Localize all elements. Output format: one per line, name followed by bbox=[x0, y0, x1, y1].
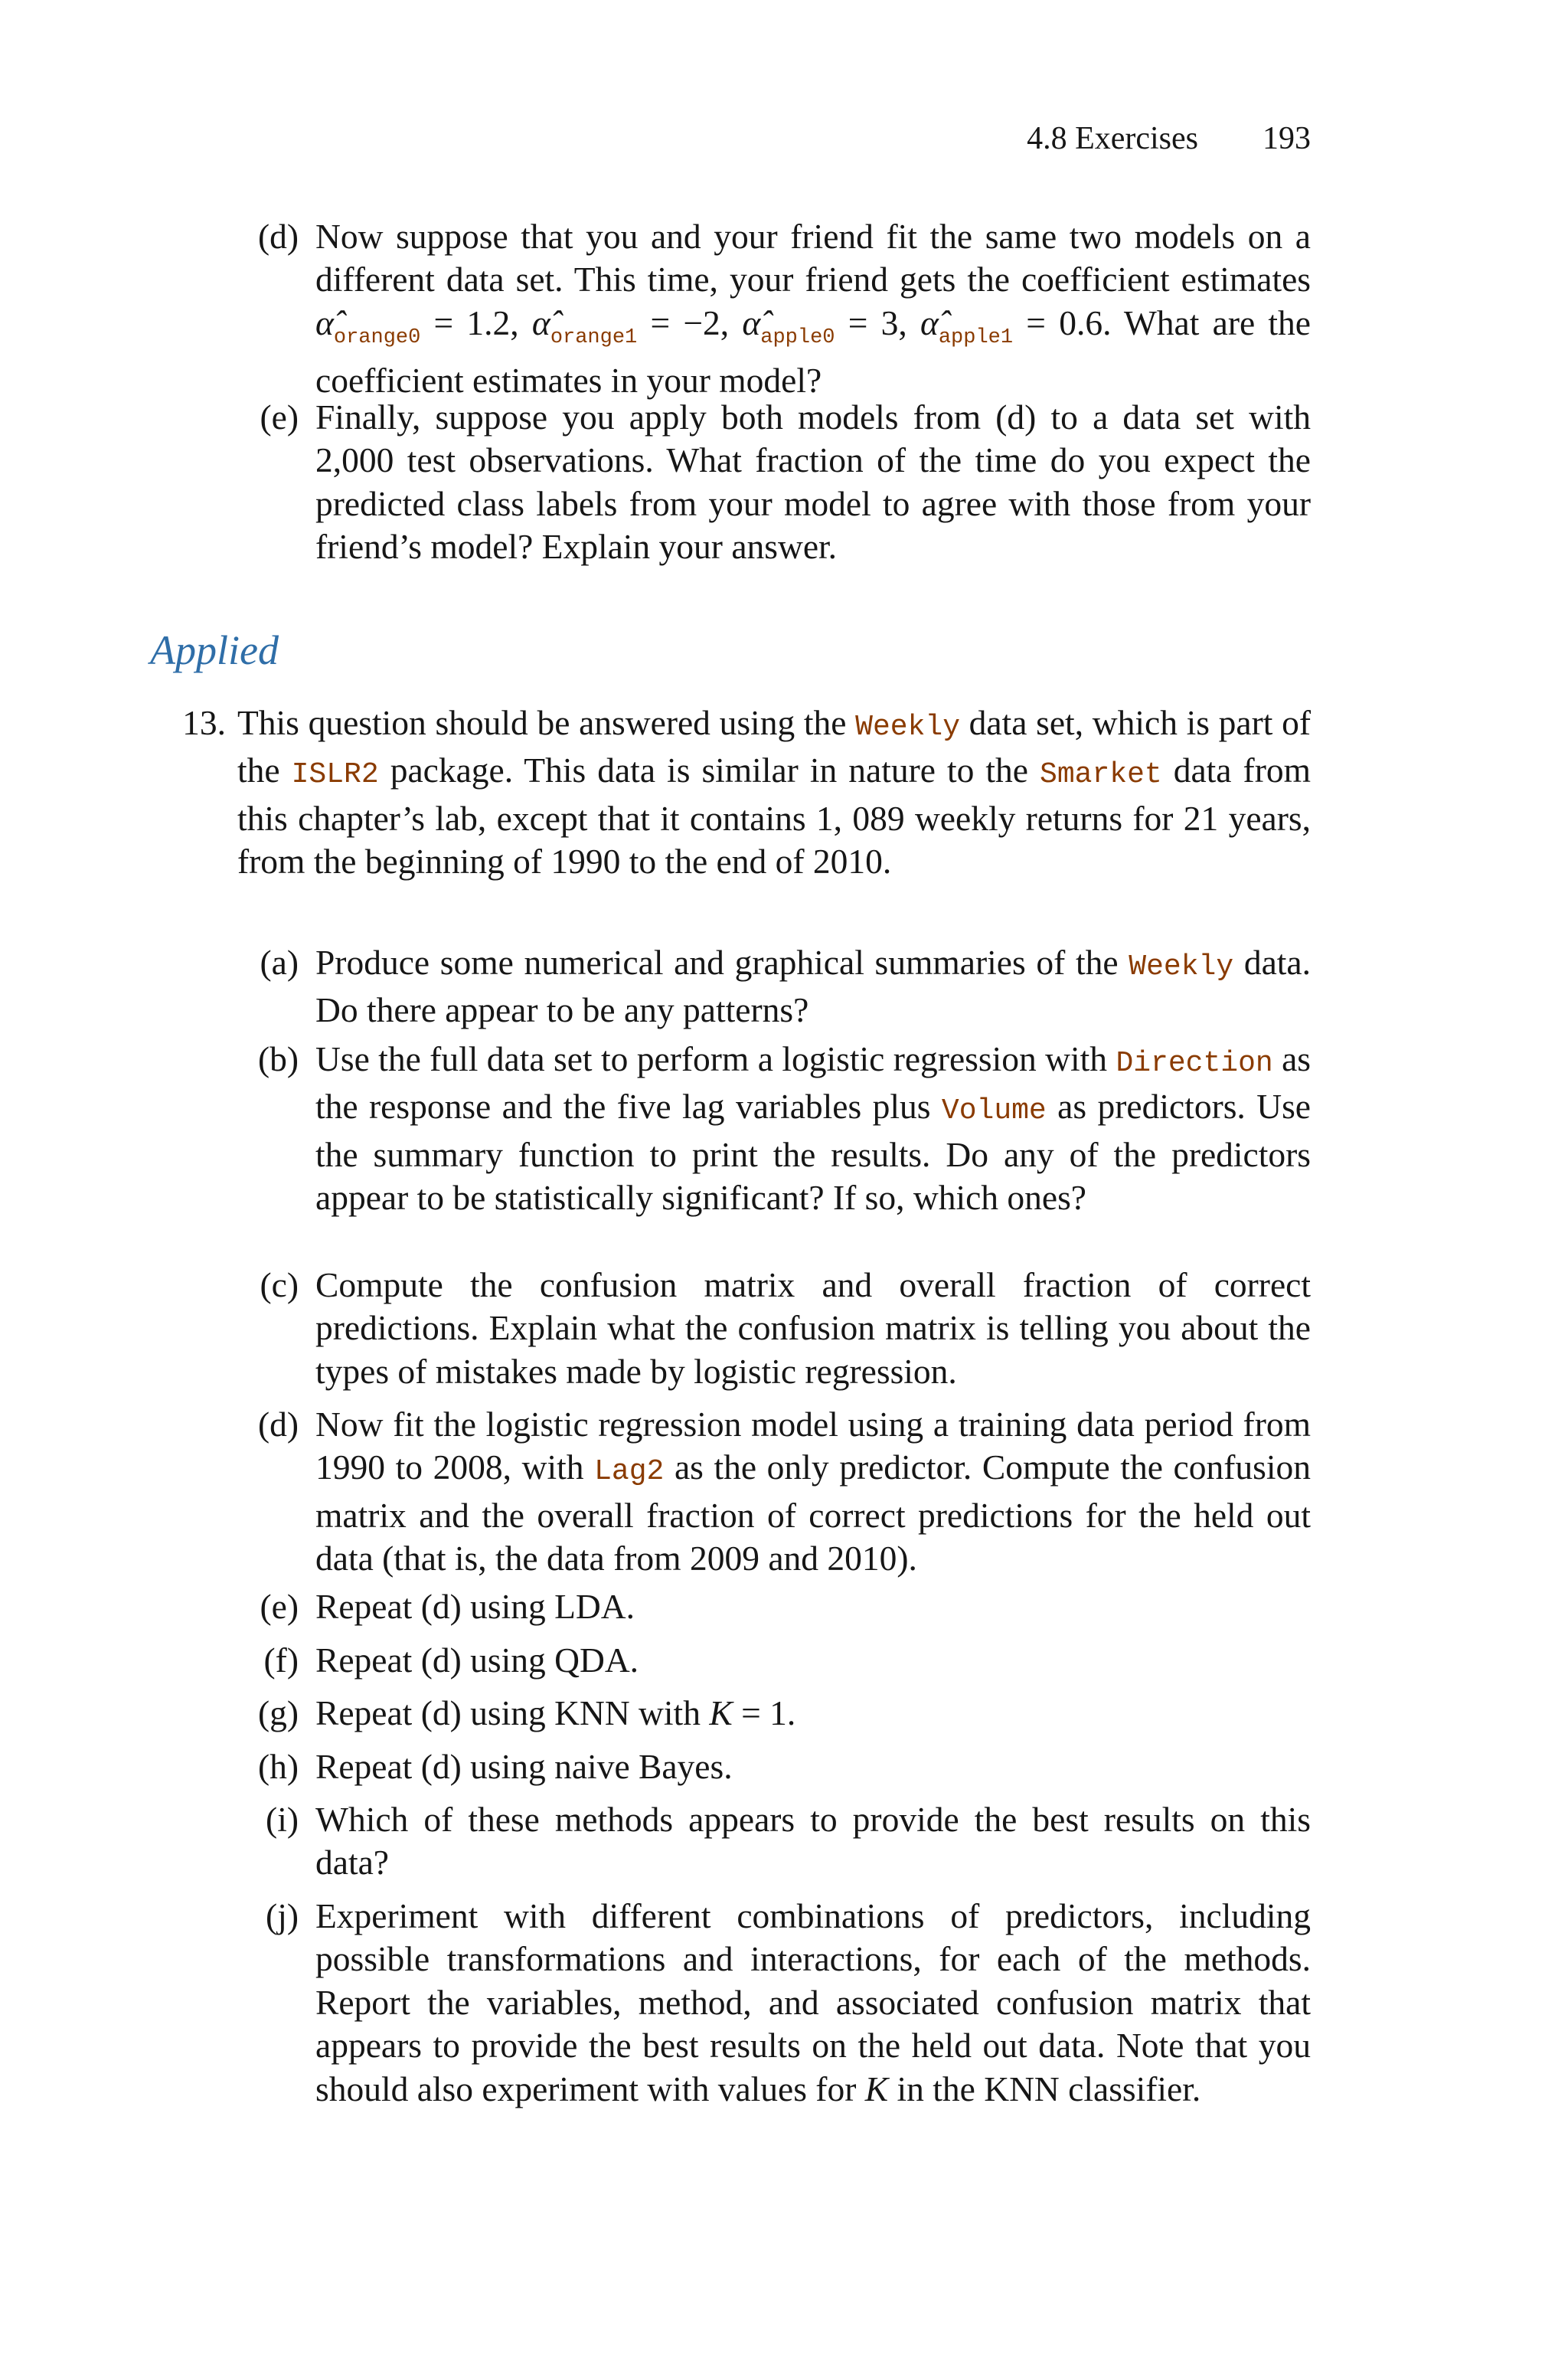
item-label: (b) bbox=[257, 1039, 299, 1078]
item-text-end: = 0.6. What are the coefficient estimates in your model? bbox=[315, 303, 1311, 401]
math-alpha-orange1: $\alphâ_{orange1} = -2$, bbox=[531, 303, 743, 349]
item-label: (i) bbox=[266, 1800, 299, 1839]
exercise-13i bbox=[266, 1798, 1311, 1885]
item-label: 13. bbox=[182, 703, 226, 742]
code-islr2: ISLR2 bbox=[291, 758, 379, 792]
math-alpha-orange0: $\alphâ_{orange0} = 1.2$, bbox=[315, 303, 532, 349]
code-weekly: Weekly bbox=[855, 711, 960, 744]
item-label: (d) bbox=[257, 217, 299, 256]
item-text: Repeat (d) using naive Bayes. bbox=[315, 1747, 733, 1786]
item-label: (f) bbox=[263, 1640, 299, 1680]
running-header bbox=[1027, 123, 1311, 155]
code-smarket: Smarket bbox=[1040, 758, 1162, 792]
item-label: (g) bbox=[257, 1693, 299, 1732]
math-alpha-apple0: $\alphâ_{apple0} = 3$, bbox=[742, 303, 920, 349]
exercise-13a: (a) Produce some numerical and graphical summaries of the Weekly data. Do there appear to be any patterns? bbox=[315, 941, 1311, 1032]
exercise-13: 13. This question should be answered using the Weekly data set, which is part of the ISLR2 package. This data is similar in nature to the Smarket data from this chapter’s lab, except that it contains 1, 089 weekly returns for 21 years, from the beginning of 1990 to the end of 2010. bbox=[237, 702, 1311, 884]
code-lag2: Lag2 bbox=[594, 1455, 665, 1489]
section-heading-applied: Applied bbox=[150, 627, 279, 673]
exercise-13c bbox=[260, 1264, 1311, 1393]
item-text: Compute the confusion matrix and overall fraction of correct predictions. Explain what the confusion matrix is telling you about the types of mistakes made by logistic regression. bbox=[315, 1265, 1311, 1391]
item-label: (a) bbox=[260, 943, 299, 982]
item-text: Repeat (d) using QDA. bbox=[315, 1640, 639, 1680]
item-label: (e) bbox=[260, 1587, 299, 1626]
exercise-13e bbox=[260, 1585, 1311, 1628]
code-direction: Direction bbox=[1116, 1047, 1273, 1080]
item-text: Finally, suppose you apply both models from (d) to a data set with 2,000 test observations. What fraction of the time do you expect the predicted class labels from your model to agree with those from your friend’s model? Explain your answer. bbox=[315, 397, 1311, 567]
exercise-12d bbox=[257, 215, 1311, 403]
item-label: (c) bbox=[260, 1265, 299, 1304]
item-text: Now suppose that you and your friend fit the same two models on a different data set. This time, your friend gets the coefficient estimates bbox=[315, 217, 1311, 299]
item-label: (e) bbox=[260, 397, 299, 437]
math-k: K bbox=[709, 1693, 733, 1732]
exercise-12e bbox=[260, 396, 1311, 569]
exercise-13b: (b) Use the full data set to perform a logistic regression with Direction as the response and the five lag variables plus Volume as predictors. Use the summary function to print the results. Do any of the predictors appear to be statistically significant? If so, which ones? bbox=[315, 1038, 1311, 1220]
item-label: (j) bbox=[266, 1896, 299, 1935]
exercise-13d: (d) Now fit the logistic regression model using a training data period from 1990 to 2008, with Lag2 as the only predictor. Compute the confusion matrix and the overall fraction of correct predictions for the held out data (that is, the data from 2009 and 2010). bbox=[315, 1403, 1311, 1581]
math-alpha-apple1: $\alphâ_{apple1}$ bbox=[920, 303, 1014, 349]
code-volume: Volume bbox=[941, 1094, 1047, 1128]
page-number: 193 bbox=[1263, 121, 1311, 156]
exercise-13g: (g) Repeat (d) using KNN with K = 1. bbox=[315, 1692, 1311, 1735]
item-label: (h) bbox=[257, 1747, 299, 1786]
exercise-13h bbox=[257, 1745, 1311, 1788]
exercise-13j: (j) Experiment with different combinations of predictors, including possible transformations and interactions, for each of the methods. Report the variables, method, and associated confusion matrix that appears to provide the best results on the held out data. Note that you should also experiment with values for K in the KNN classifier. bbox=[315, 1895, 1311, 2111]
item-text: Which of these methods appears to provide the best results on this data? bbox=[315, 1800, 1311, 1882]
exercise-13f bbox=[263, 1639, 1311, 1682]
code-weekly: Weekly bbox=[1129, 950, 1234, 983]
math-k: K bbox=[864, 2069, 889, 2108]
item-text: Repeat (d) using LDA. bbox=[315, 1587, 635, 1626]
section-title: 4.8 Exercises bbox=[1027, 121, 1198, 156]
item-label: (d) bbox=[257, 1405, 299, 1444]
